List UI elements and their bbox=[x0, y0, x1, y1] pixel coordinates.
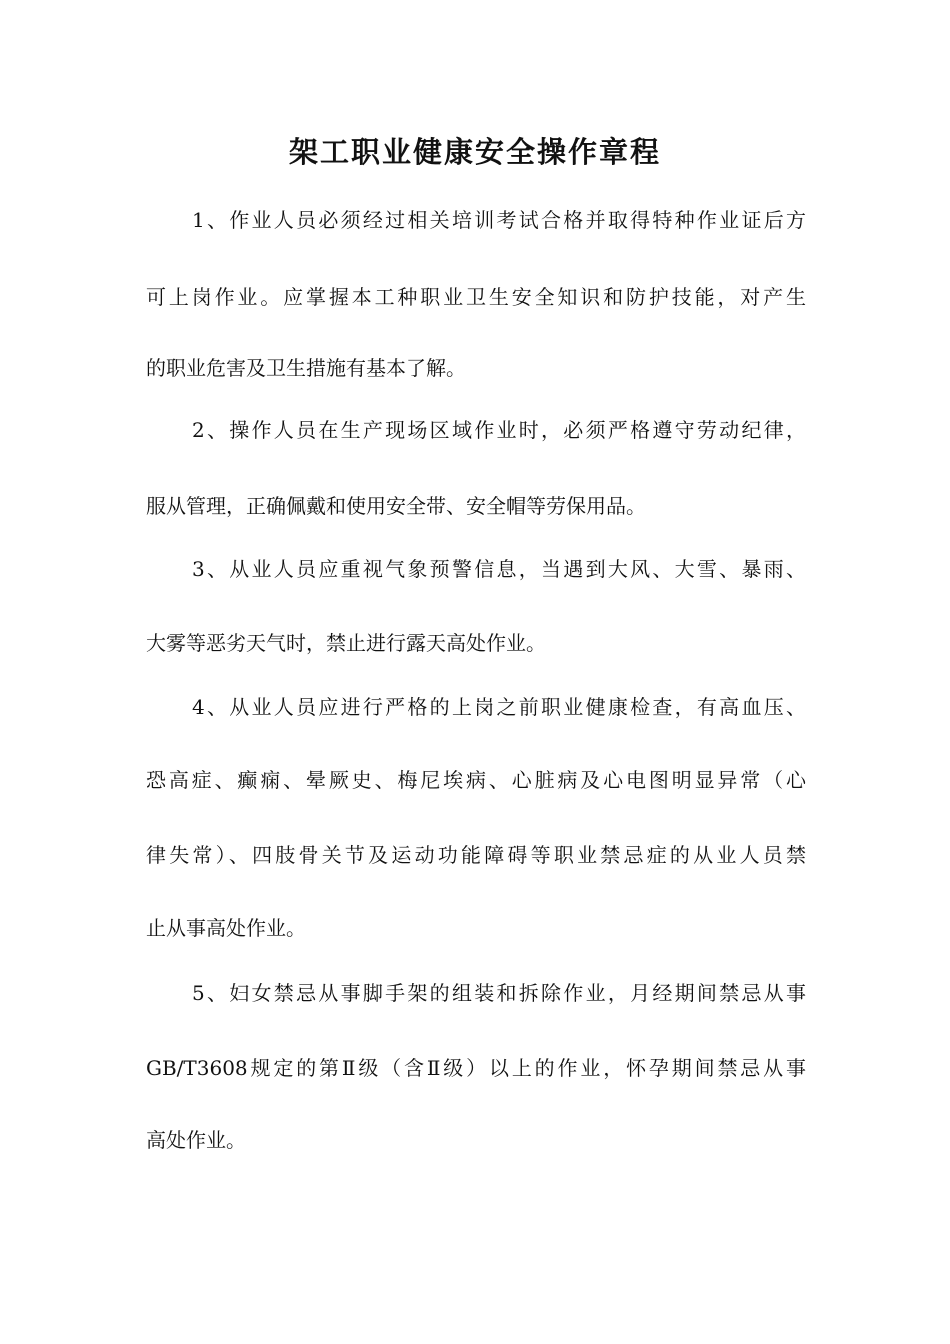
paragraph-line: 1、作业人员必须经过相关培训考试合格并取得特种作业证后方 bbox=[192, 208, 806, 232]
paragraph-line: 恐高症、癫痫、晕厥史、梅尼埃病、心脏病及心电图明显异常（心 bbox=[146, 768, 806, 792]
paragraph-line: 高处作业。 bbox=[146, 1128, 246, 1152]
document-title: 架工职业健康安全操作章程 bbox=[288, 135, 661, 169]
paragraph-line: 4、从业人员应进行严格的上岗之前职业健康检查，有高血压、 bbox=[192, 695, 806, 719]
paragraph-line: 的职业危害及卫生措施有基本了解。 bbox=[146, 356, 466, 380]
paragraph-line: 可上岗作业。应掌握本工种职业卫生安全知识和防护技能，对产生 bbox=[146, 285, 806, 309]
paragraph-line: 3、从业人员应重视气象预警信息，当遇到大风、大雪、暴雨、 bbox=[192, 557, 806, 581]
paragraph-line: 5、妇女禁忌从事脚手架的组装和拆除作业，月经期间禁忌从事 bbox=[192, 981, 806, 1005]
paragraph-line: 大雾等恶劣天气时，禁止进行露天高处作业。 bbox=[146, 631, 546, 655]
paragraph-line: 服从管理，正确佩戴和使用安全带、安全帽等劳保用品。 bbox=[146, 494, 646, 518]
paragraph-line: 止从事高处作业。 bbox=[146, 916, 306, 940]
paragraph-line: GB/T3608规定的第Ⅱ级（含Ⅱ级）以上的作业，怀孕期间禁忌从事 bbox=[146, 1056, 806, 1080]
paragraph-line: 2、操作人员在生产现场区域作业时，必须严格遵守劳动纪律， bbox=[192, 418, 806, 442]
paragraph-line: 律失常）、四肢骨关节及运动功能障碍等职业禁忌症的从业人员禁 bbox=[146, 843, 806, 867]
